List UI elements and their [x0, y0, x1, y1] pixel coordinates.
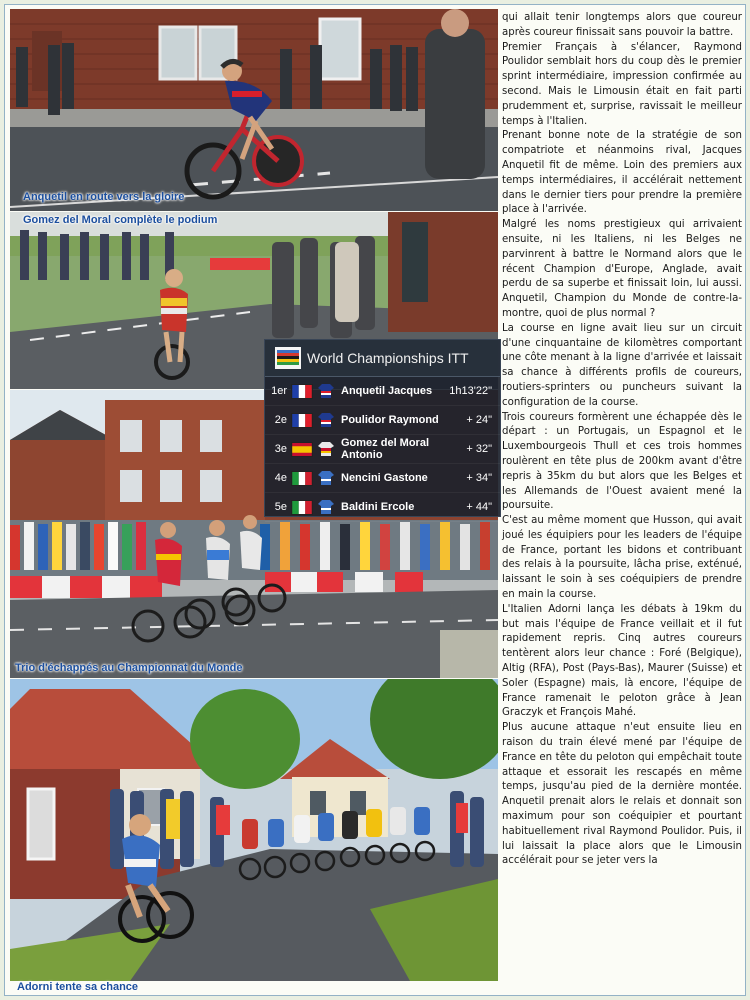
results-time: + 32" — [466, 443, 492, 455]
results-title: World Championships ITT — [307, 350, 469, 366]
rainbow-stripes-logo-icon — [275, 347, 301, 369]
article-paragraph: qui allait tenir longtemps alors que coureur après coureur finissait sans pouvoir la battre. — [502, 12, 742, 38]
italy-flag-icon — [291, 500, 313, 515]
article-text — [502, 11, 742, 869]
results-row — [265, 435, 500, 464]
photo-adorni-image — [10, 679, 498, 981]
photo-anquetil-caption: Anquetil en route vers la gloire — [23, 191, 185, 203]
italy-flag-icon — [291, 471, 313, 486]
results-header — [265, 340, 500, 377]
cycling-jersey-icon — [318, 412, 334, 428]
magazine-page — [4, 4, 746, 996]
france-flag-icon — [291, 384, 313, 399]
results-rider-name: Gomez del Moral Antonio — [341, 437, 430, 461]
results-time: + 44" — [466, 501, 492, 513]
article-paragraph: L'Italien Adorni lança les débats à 19km du but mais l'équipe de France veillait et il fut rapidement repris. Cinq autres coureurs tentèrent alors leur chance : Foré (Belgique), Altig (RFA), Post (Pays-Bas), Maurer (Suisse) et Soler (Espagne) mais, là encore, l'équipe de France ramenait le peloton grâce à Jean Graczyk et François Mahé. — [502, 603, 742, 719]
photo-adorni-caption: Adorni tente sa chance — [17, 981, 139, 993]
results-rank: 2e — [274, 414, 287, 426]
article-paragraph: C'est au même moment que Husson, qui avait joué les équipiers pour les leaders de l'équipe de France, portant les bidons et contribuant des relais à la poursuite, lâcha prise, exténué, laissant le soin à ses coéquipiers de prendre en main la course. — [502, 515, 742, 601]
article-paragraph: Prenant bonne note de la stratégie de son compatriote et néanmoins rival, Jacques Anquetil fit de même. Loin des premiers aux temps intermédiaires, il accélérait nettement dans le dernier tiers pour prendre la première place à l'arrivée. — [502, 130, 742, 216]
photo-breakaway-caption: Trio d'échappés au Championnat du Monde — [15, 662, 243, 674]
results-rank: 4e — [274, 472, 287, 484]
article-paragraph: Premier Français à s'élancer, Raymond Poulidor semblait hors du coup dès le premier sprint intermédiaire, impression confirmée au second. Mais le Limousin était en fait parti prudemment et, surprise, ravissait le meilleur temps à l'Italien. — [502, 41, 742, 127]
photo-anquetil-image — [10, 9, 498, 211]
cycling-jersey-icon — [318, 441, 334, 457]
photo-adorni — [10, 679, 498, 981]
article-paragraph: Plus aucune attaque n'eut ensuite lieu en raison du train élevé mené par l'équipe de France en tête du peloton qui empêchait toute attaque et essorait les rescapés en même temps, jusqu'au pied de la dernière montée. Anquetil prenait alors le relais et donnait son maximum pour son coéquipier et pourtant habituellement rival Raymond Poulidor. Puis, il lui laissait la place alors que le Limousin accélérait pour se jeter vers la — [502, 722, 742, 867]
results-rank: 3e — [274, 443, 287, 455]
results-rider-name: Anquetil Jacques — [341, 385, 433, 397]
results-row — [265, 377, 500, 406]
cycling-jersey-icon — [318, 499, 334, 515]
cycling-jersey-icon — [318, 470, 334, 486]
results-row — [265, 464, 500, 493]
results-time: 1h13'22" — [449, 385, 492, 397]
results-rider-name: Baldini Ercole — [341, 501, 415, 513]
photo-gomez-caption: Gomez del Moral complète le podium — [23, 214, 218, 226]
france-flag-icon — [291, 413, 313, 428]
results-row — [265, 493, 500, 522]
results-rank: 1er — [271, 385, 287, 397]
results-time: + 24" — [466, 414, 492, 426]
photo-anquetil — [10, 9, 498, 211]
article-paragraph: Trois coureurs formèrent une échappée dès le départ : un Portugais, un Espagnol et le Luxembourgeois Thull et ces trois hommes roulèrent en tête plus de 200km avant d'être repris à 35km du but alors que les Belges et les Allemands de l'Ouest avaient mené la poursuite. — [502, 411, 742, 512]
results-rank: 5e — [274, 501, 287, 513]
results-rider-name: Nencini Gastone — [341, 472, 428, 484]
results-row — [265, 406, 500, 435]
cycling-jersey-icon — [318, 383, 334, 399]
results-table — [264, 339, 501, 517]
results-rider-name: Poulidor Raymond — [341, 414, 439, 426]
article-paragraph: La course en ligne avait lieu sur un circuit d'une cinquantaine de kilomètres comportant une côte menant à la ligne d'arrivée et laissait sa chance à différents profils de coureurs, routiers-sprinters ou puncheurs suivant la configuration de la course. — [502, 322, 742, 408]
results-time: + 34" — [466, 472, 492, 484]
spain-flag-icon — [291, 442, 313, 457]
article-paragraph: Malgré les noms prestigieux qui arrivaient ensuite, ni les Italiens, ni les Belges ne parvinrent à battre le Normand alors que le récent Champion d'Europe, Anglade, avait perdu de sa superbe et finissait loin, lui aussi. Anquetil, Champion du Monde de contre-la-montre, quoi de plus normal ? — [502, 219, 742, 319]
